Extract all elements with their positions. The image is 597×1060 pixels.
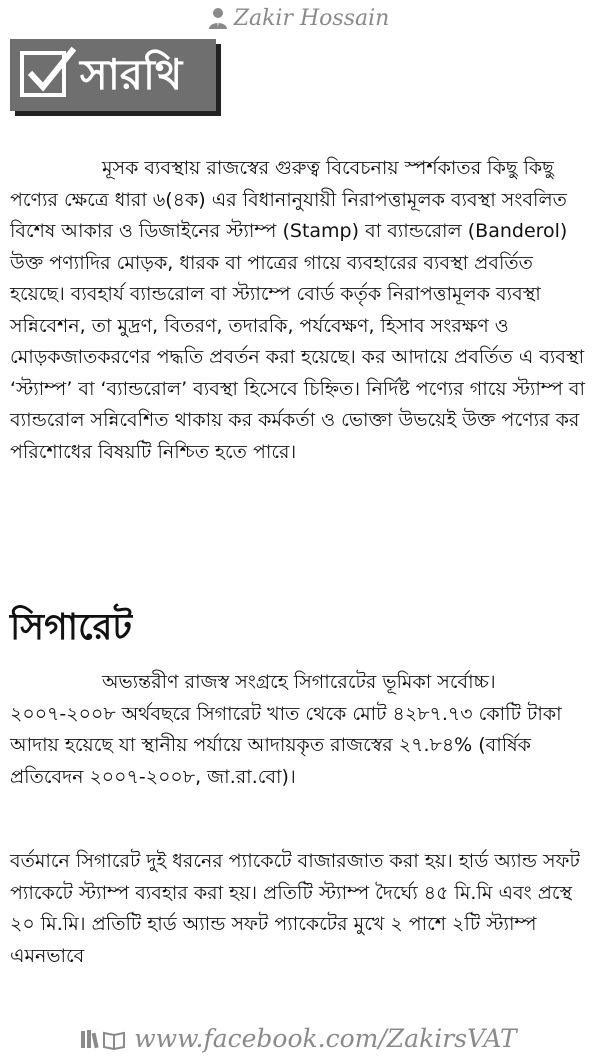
author-line xyxy=(0,6,597,35)
section-heading-cigarette: সিগারেট xyxy=(10,607,132,648)
section-banner xyxy=(10,39,216,111)
person-icon xyxy=(208,7,228,35)
paragraph-cigarette-packets: বর্তমানে সিগারেট দুই ধরনের প্যাকেটে বাজারজাত করা হয়। হার্ড অ্যান্ড সফট প্যাকেটে স্ট্যাম্প ব্যবহার করা হয়। প্রতিটি স্ট্যাম্প দৈর্ঘ্যে ৪৫ মি.মি এবং প্রস্থে ২০ মি.মি। প্রতিটি হার্ড অ্যান্ড সফট প্যাকেটের মুখে ২ পাশে ২টি স্ট্যাম্প এমনভাবে xyxy=(10,850,580,967)
checkbox-check-icon xyxy=(20,51,66,97)
paragraph-stamp-banderol: মূসক ব্যবস্থায় রাজস্বের গুরুত্ব বিবেচনায় স্পর্শকাতর কিছু কিছু পণ্যের ক্ষেত্রে ধারা ৬(৪ক) এর বিধানানুযায়ী নিরাপত্তামূলক ব্যবস্থা সংবলিত বিশেষ আকার ও ডিজাইনের স্ট্যাম্প (Stamp) বা ব্যান্ডরোল (Banderol) উক্ত পণ্যাদির মোড়ক, ধারক বা পাত্রের গায়ে ব্যবহারের ব্যবস্থা প্রবর্তিত হয়েছে। ব্যবহার্য ব্যান্ডরোল বা স্ট্যাম্পে বোর্ড কর্তৃক নিরাপত্তামূলক ব্যবস্থা সন্নিবেশন, তা মুদ্রণ, বিতরণ, তদারকি, পর্যবেক্ষণ, হিসাব সংরক্ষণ ও মোড়কজাতকরণের পদ্ধতি প্রবর্তন করা হয়েছে। কর আদায়ে প্রবর্তিত এ ব্যবস্থা ‘স্ট্যাম্প’ বা ‘ব্যান্ডরোল’ ব্যবস্থা হিসেবে চিহ্নিত। নির্দিষ্ট পণ্যের গায়ে স্ট্যাম্প বা ব্যান্ডরোল সন্নিবেশিত থাকায় কর কর্মকর্তা ও ভোক্তা উভয়েই উক্ত পণ্যের কর পরিশোধের বিষয়টি নিশ্চিত হতে পারে। xyxy=(10,157,586,463)
footer xyxy=(0,1024,597,1056)
facebook-link[interactable]: www.facebook.com/ZakirsVAT xyxy=(134,1024,517,1053)
library-book-icon xyxy=(80,1027,126,1056)
banner-title: সারথি xyxy=(80,50,183,99)
author-name: Zakir Hossain xyxy=(233,6,390,31)
paragraph-cigarette-revenue: অভ্যন্তরীণ রাজস্ব সংগ্রহে সিগারেটের ভূমিকা সর্বোচ্চ। ২০০৭-২০০৮ অর্থবছরে সিগারেট খাত থেকে মোট ৪২৮৭.৭৩ কোটি টাকা আদায় হয়েছে যা স্থানীয় পর্যায়ে আদায়কৃত রাজস্বের ২৭.৮৪% (বার্ষিক প্রতিবেদন ২০০৭-২০০৮, জা.রা.বো)। xyxy=(10,671,562,788)
